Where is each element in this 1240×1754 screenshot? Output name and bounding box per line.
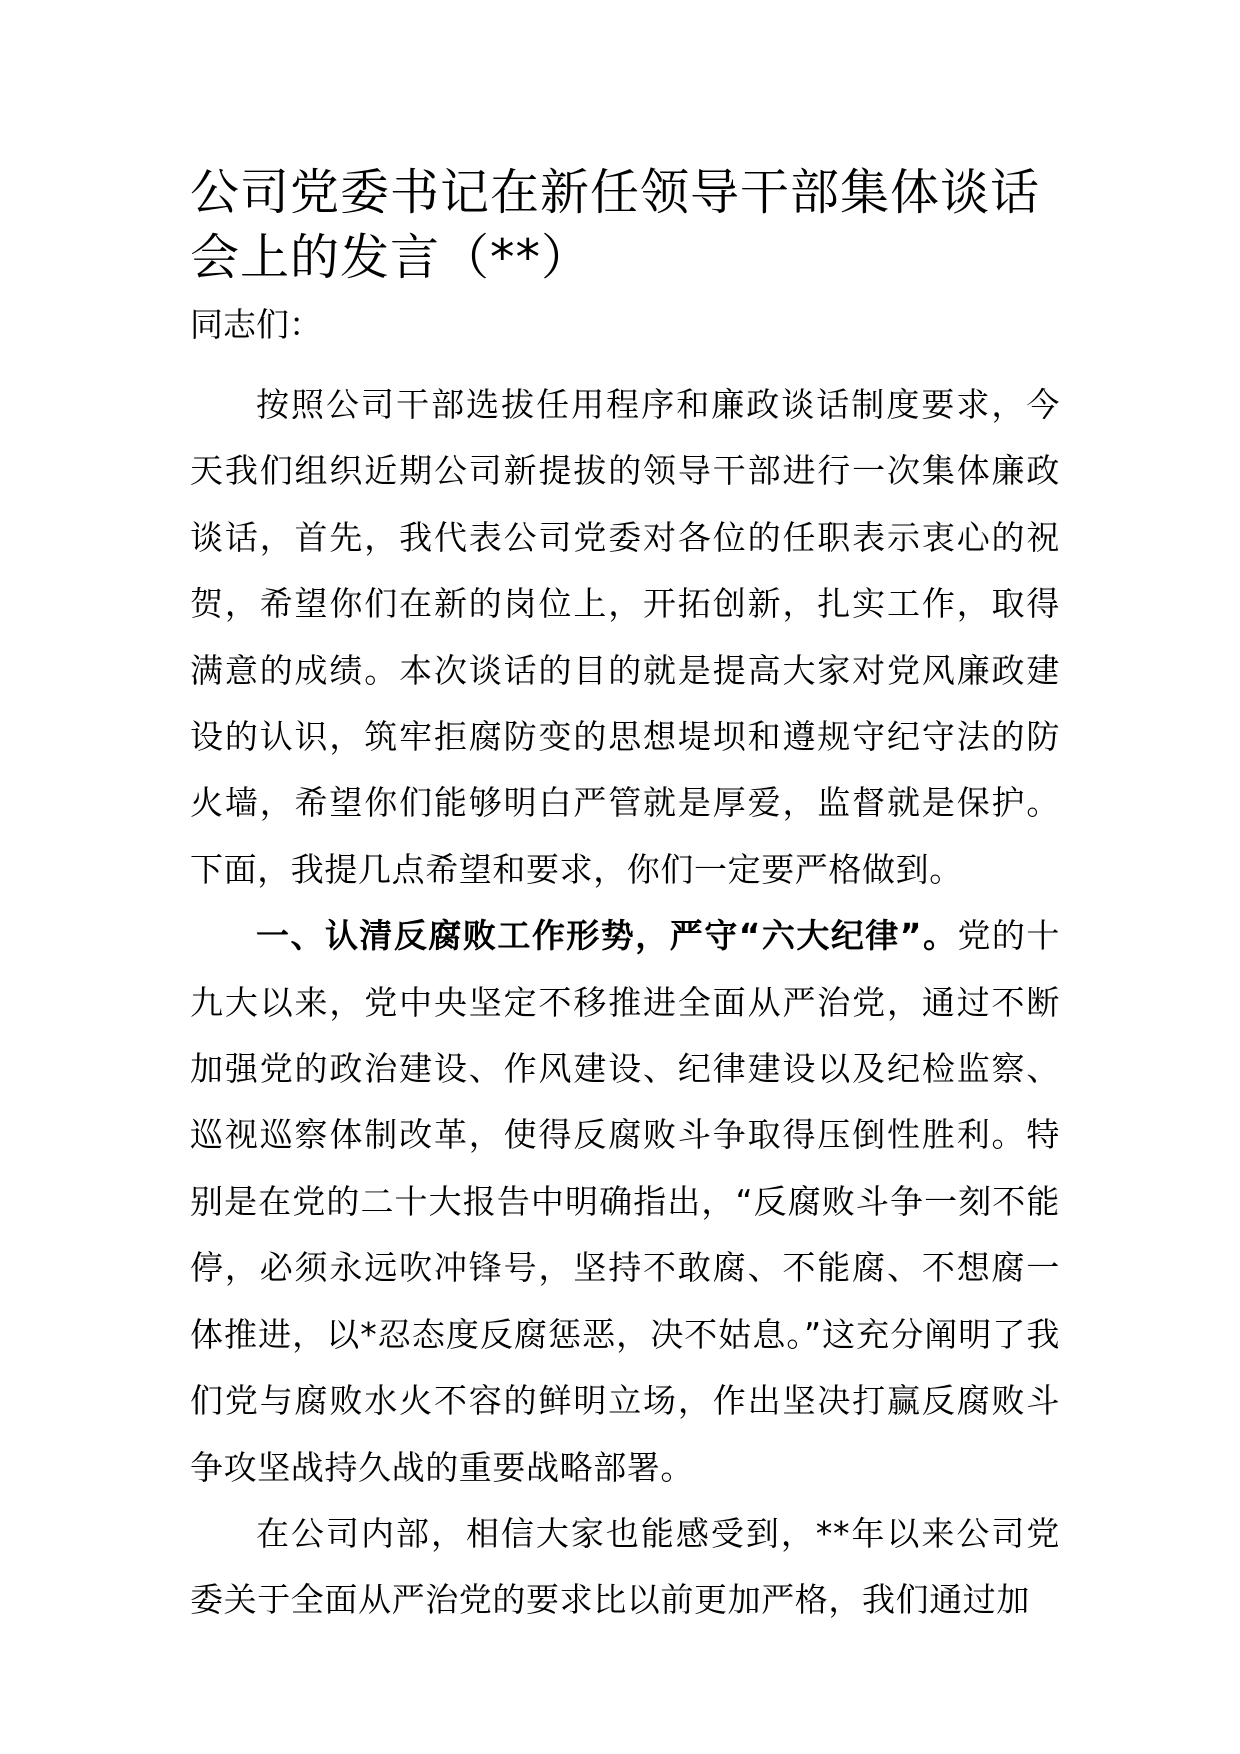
paragraph-company: [190, 1501, 1060, 1634]
paragraph-intro: [190, 372, 1060, 903]
paragraph-text: 党的十九大以来，党中央坚定不移推进全面从严治党，通过不断加强党的政治建设、作风建设、纪律建设以及纪检监察、巡视巡察体制改革，使得反腐败斗争取得压倒性胜利。特别是在党的二十大报告中明确指出，“反腐败斗争一刻不能停，必须永远吹冲锋号，坚持不敢腐、不能腐、不想腐一体推进，以*忍态度反腐惩恶，决不姑息。”这充分阐明了我们党与腐败水火不容的鲜明立场，作出坚决打赢反腐败斗争攻坚战持久战的重要战略部署。: [190, 916, 1060, 1487]
document-page: [190, 160, 1060, 1634]
paragraph-text: 在公司内部，相信大家也能感受到，**年以来公司党委关于全面从严治党的要求比以前更加严格，我们通过加: [190, 1513, 1060, 1620]
document-title: 公司党委书记在新任领导干部集体谈话会上的发言（**）: [190, 164, 1041, 286]
paragraph-text: 按照公司干部选拔任用程序和廉政谈话制度要求，今天我们组织近期公司新提拔的领导干部进行一次集体廉政谈话，首先，我代表公司党委对各位的任职表示衷心的祝贺，希望你们在新的岗位上，开拓创新，扎实工作，取得满意的成绩。本次谈话的目的就是提高大家对党风廉政建设的认识，筑牢拒腐防变的思想堤坝和遵规守纪守法的防火墙，希望你们能够明白严管就是厚爱，监督就是保护。下面，我提几点希望和要求，你们一定要严格做到。: [190, 385, 1060, 889]
section-heading: 一、认清反腐败工作形势，严守“六大纪律”。: [256, 916, 958, 956]
salutation: 同志们：: [190, 305, 322, 344]
paragraph-section-one: [190, 903, 1060, 1501]
